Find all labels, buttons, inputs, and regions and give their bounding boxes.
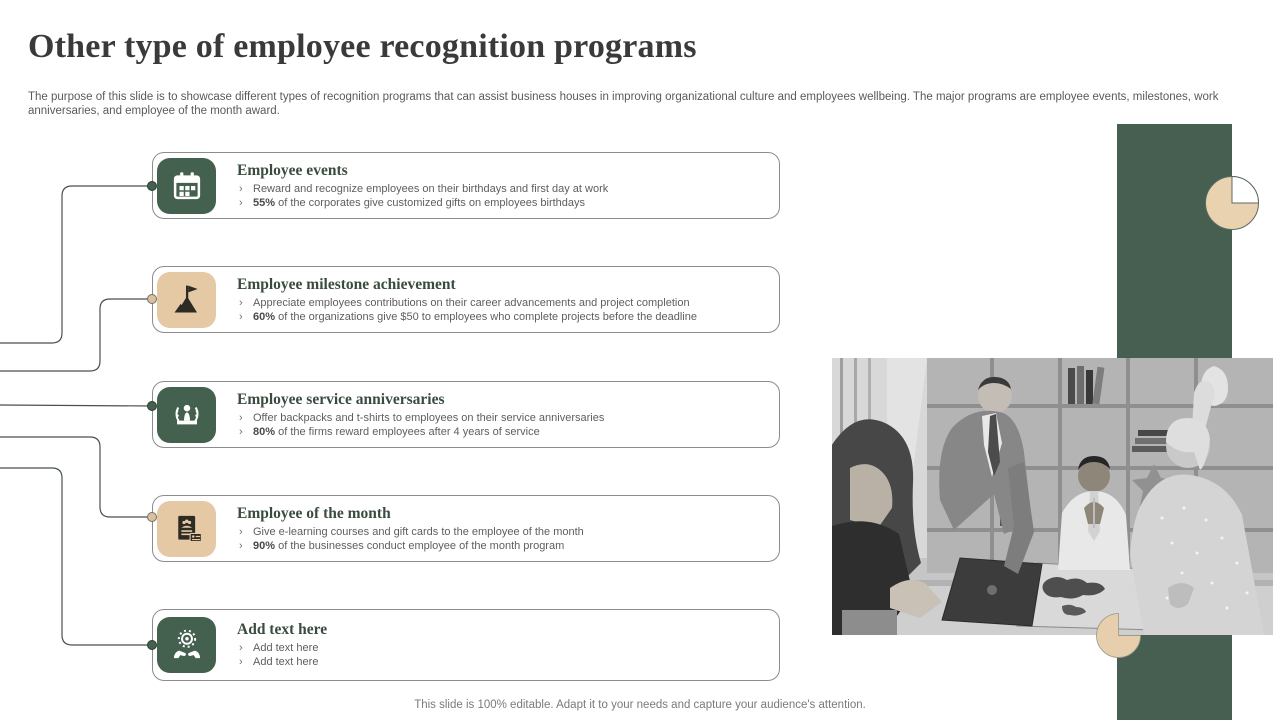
card-bullet: › 55% of the corporates give customized gifts on employees birthdays <box>239 196 586 209</box>
card-bullet: › 80% of the firms reward employees after 4 years of service <box>239 425 540 438</box>
card-employee-of-month[interactable] <box>152 495 780 562</box>
bullet-marker: › <box>239 525 243 538</box>
hands-gear-icon <box>167 625 207 665</box>
card-service-anniversaries[interactable] <box>152 381 780 448</box>
card-icon-box <box>157 158 216 214</box>
card-add-text[interactable] <box>152 609 780 681</box>
card-title: Employee service anniversaries <box>237 390 445 408</box>
pie-decoration-bottom <box>1094 611 1143 660</box>
card-icon-box <box>157 501 216 557</box>
card-employee-milestone[interactable] <box>152 266 780 333</box>
card-bullet: › Offer backpacks and t-shirts to employees on their service anniversaries <box>239 411 605 424</box>
laptop-dark <box>942 558 1042 626</box>
bullet-marker: › <box>239 539 243 552</box>
bullet-marker: › <box>239 182 243 195</box>
bullet-marker: › <box>239 656 243 668</box>
laurel-statue-icon <box>167 395 207 435</box>
slide-description: The purpose of this slide is to showcase different types of recognition programs that can assist business houses in improving organizational culture and employees wellbeing. The major programs are employee events, milestones, work anniversaries, and employee of the month award. <box>28 91 1219 117</box>
card-bullet: › Give e-learning courses and gift cards to the employee of the month <box>239 525 584 538</box>
calendar-icon <box>167 166 207 206</box>
card-icon-box <box>157 387 216 443</box>
card-bullet: › 60% of the organizations give $50 to employees who complete projects before the deadline <box>239 310 697 323</box>
card-bullet: › 90% of the businesses conduct employee of the month program <box>239 539 565 552</box>
card-bullet: › Appreciate employees contributions on their career advancements and project completion <box>239 296 690 309</box>
card-title: Add text here <box>237 621 328 638</box>
footer-note: This slide is 100% editable. Adapt it to your needs and capture your audience's attention. <box>414 699 866 711</box>
card-icon-box <box>157 617 216 673</box>
office-team-photo <box>832 358 1273 635</box>
connector-line-3 <box>0 405 152 406</box>
mountain-flag-icon <box>167 280 207 320</box>
bullet-marker: › <box>239 310 243 323</box>
card-icon-box <box>157 272 216 328</box>
card-employee-events[interactable] <box>152 152 780 219</box>
bullet-marker: › <box>239 425 243 438</box>
employee-badge-icon <box>167 509 207 549</box>
card-title: Employee events <box>237 161 348 179</box>
connector-line-5 <box>0 468 152 645</box>
card-bullet: › Add text here <box>239 656 319 668</box>
card-title: Employee of the month <box>237 504 391 522</box>
connector-line-4 <box>0 437 152 517</box>
bullet-marker: › <box>239 196 243 209</box>
connector-line-2 <box>0 299 152 371</box>
connector-line-1 <box>0 186 152 343</box>
pie-decoration-top <box>1203 174 1261 232</box>
page-title: Other type of employee recognition programs <box>28 28 697 65</box>
bullet-marker: › <box>239 411 243 424</box>
bullet-marker: › <box>239 296 243 309</box>
bullet-marker: › <box>239 642 243 654</box>
chair <box>842 610 897 635</box>
card-bullet: › Add text here <box>239 642 319 654</box>
card-bullet: › Reward and recognize employees on their birthdays and first day at work <box>239 182 609 195</box>
card-title: Employee milestone achievement <box>237 275 456 293</box>
